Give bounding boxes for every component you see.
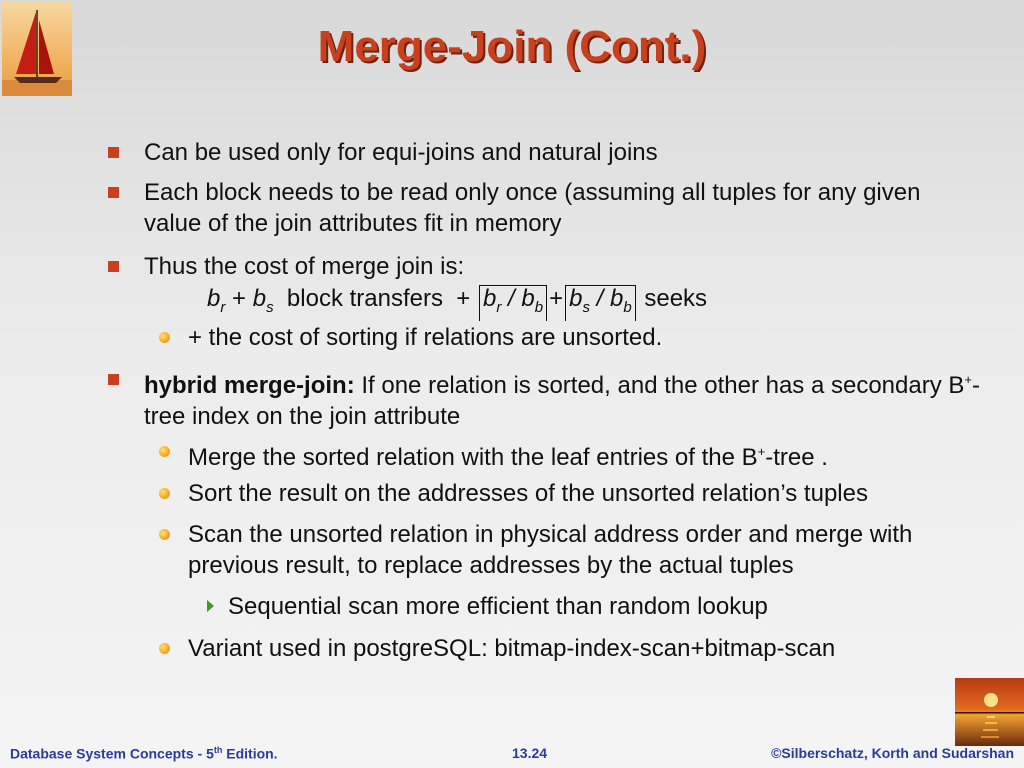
bullet-bold-text: hybrid merge-join: [144,372,355,399]
sub-bullet-item [188,519,988,581]
sub-bullet-item [188,633,988,664]
cost-formula: $b_r + b_s$ block transfers + $b_r / b_b + b_s / b_b$ seeks [207,283,707,323]
bullet-item [144,251,984,282]
sunset-logo [955,678,1024,746]
round-bullet-icon [159,446,170,457]
bullet-text: Scan the unsorted relation in physical address order and merge with previous result, to replace addresses by the actual tuples [188,521,913,579]
square-bullet-icon [108,261,119,272]
sub-bullet-item [188,322,988,353]
bullet-text: Sequential scan more efficient than random lookup [228,593,768,620]
square-bullet-icon [108,374,119,385]
sub-sub-bullet-item [228,591,988,622]
bullet-text: Can be used only for equi-joins and natural joins [144,139,658,166]
slide-title: Merge-Join (Cont.) [317,22,707,71]
square-bullet-icon [108,147,119,158]
bullet-text: Sort the result on the addresses of the unsorted relation’s tuples [188,480,868,507]
footer-book-title: Database System Concepts - 5th Edition. [10,745,278,762]
sub-bullet-item [188,478,988,509]
sub-bullet-item: Merge the sorted relation with the leaf entries of the B+-tree . [188,436,988,473]
bullet-item: hybrid merge-join: If one relation is sorted, and the other has a secondary B+-tree index on the join attribute [144,364,984,432]
round-bullet-icon [159,488,170,499]
footer-page-number: 13.24 [512,745,548,761]
ceiling-bracket: $b_s / b_b$ [565,285,636,321]
bullet-item [144,177,984,239]
bullet-text: Variant used in postgreSQL: bitmap-index-scan+bitmap-scan [188,635,836,662]
footer-copyright: ©Silberschatz, Korth and Sudarshan [771,745,1014,761]
round-bullet-icon [159,529,170,540]
bullet-text: Thus the cost of merge join is: [144,253,465,280]
bullet-item [144,137,984,168]
bullet-text: Each block needs to be read only once (assuming all tuples for any given value of the join attributes fit in memory [144,179,921,237]
square-bullet-icon [108,187,119,198]
arrow-bullet-icon [207,600,214,612]
round-bullet-icon [159,643,170,654]
bullet-text: + the cost of sorting if relations are unsorted. [188,324,663,351]
ceiling-bracket: $b_r / b_b$ [479,285,547,321]
round-bullet-icon [159,332,170,343]
